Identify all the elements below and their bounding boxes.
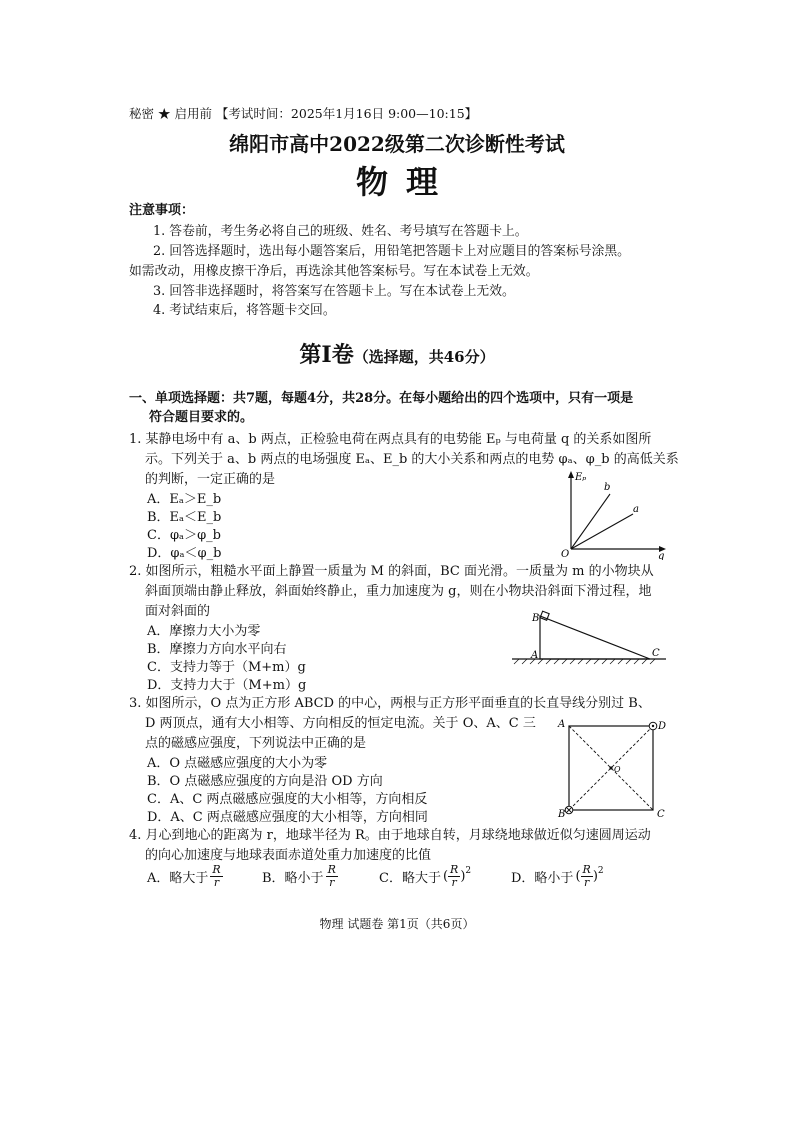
notice-item-2: 2. 回答选择题时，选出每小题答案后，用铅笔把答题卡上对应题目的答案标号涂黑。 [153, 244, 630, 259]
q4-option-c-exponent: 2 [465, 866, 472, 876]
q2-option-a: A．摩擦力大小为零 [147, 624, 261, 639]
exam-title: 绵阳市高中2022级第二次诊断性考试 [229, 132, 565, 156]
q3-label-c: C [657, 809, 665, 820]
q2-option-c: C．支持力等于（M+m）g [147, 660, 306, 675]
q3-figure-square [555, 716, 667, 822]
q4-option-d-num: R [582, 863, 591, 876]
q4-option-a-text: A．略大于 [147, 871, 209, 886]
q4-stem-line2: 的向心加速度与地球表面赤道处重力加速度的比值 [145, 848, 432, 863]
q4-option-d: D．略小于 ( $\frac{R}{r}$ ) $^2$ [511, 863, 604, 889]
q4-option-d-exponent: 2 [597, 866, 604, 876]
q2-stem-line2: 斜面顶端由静止释放，斜面始终静止，重力加速度为 g，则在小物块沿斜面下滑过程，地 [145, 584, 652, 599]
q4-option-c-num: R [450, 863, 459, 876]
q4-option-a [147, 864, 223, 889]
notice-item-1: 1. 答卷前，考生务必将自己的班级、姓名、考号填写在答题卡上。 [153, 224, 528, 239]
q3-option-b: B．O 点磁感应强度的方向是沿 OD 方向 [147, 774, 383, 789]
q4-option-b-text: B．略小于 [262, 871, 324, 886]
notice-item-4: 4. 考试结束后，将答题卡交回。 [153, 303, 336, 318]
q4-option-c-fraction [448, 864, 460, 889]
q2-label-c: C [652, 648, 660, 659]
q3-stem-line2: D 两顶点，通有大小相等、方向相反的恒定电流。关于 O、A、C 三 [145, 716, 536, 731]
q4-option-d-fraction [581, 864, 593, 889]
q4-option-b-fraction [326, 864, 338, 889]
q3-option-a: A．O 点磁感应强度的大小为零 [147, 756, 328, 771]
q4-option-d-text: D．略小于 [511, 871, 574, 886]
q2-option-b: B．摩擦力方向水平向右 [147, 642, 287, 657]
q1-origin-label: O [561, 549, 570, 560]
q4-option-b [262, 864, 338, 889]
q2-label-a: A [531, 650, 539, 661]
q4-option-b-den: r [329, 876, 335, 889]
volume-heading [0, 338, 794, 369]
section-heading-cont: 符合题目要求的。 [149, 410, 254, 425]
q3-stem-line3: 点的磁感应强度，下列说法中正确的是 [145, 736, 367, 751]
q4-option-d-den: r [584, 876, 590, 889]
q3-option-c: C．A、C 两点磁感应强度的大小相等，方向相反 [147, 792, 428, 807]
q1-figure-graph [555, 468, 670, 560]
q4-stem-line1: 4. 月心到地心的距离为 r，地球半径为 R。由于地球自转，月球绕地球做近似匀速圆周运动 [129, 828, 651, 843]
q3-option-d: D．A、C 两点磁感应强度的大小相等，方向相同 [147, 810, 428, 825]
q1-option-b: B．Eₐ＜E_b [147, 510, 222, 525]
q1-option-a: A．Eₐ＞E_b [147, 492, 222, 507]
q1-axis-x-label: q [658, 551, 665, 560]
q3-stem-line1: 3. 如图所示，O 点为正方形 ABCD 的中心，两根与正方形平面垂直的长直导线分别过 B、 [129, 696, 651, 711]
q2-option-d: D．支持力大于（M+m）g [147, 678, 307, 693]
notice-heading: 注意事项： [129, 203, 195, 218]
q1-stem-line3: 的判断，一定正确的是 [145, 472, 276, 487]
notice-item-3: 3. 回答非选择题时，将答案写在答题卡上。写在本试卷上无效。 [153, 284, 515, 299]
q1-axis-y-label: Eₚ [575, 472, 587, 483]
section-heading: 一、单项选择题：共7题，每题4分，共28分。在每小题给出的四个选项中，只有一项是 [129, 391, 634, 406]
q4-option-a-den: r [213, 876, 220, 889]
q1-stem-line2: 示。下列关于 a、b 两点的电场强度 Eₐ、E_b 的大小关系和两点的电势 φₐ、φ_b 的高低关系 [145, 452, 679, 467]
q2-label-b: B [532, 613, 540, 624]
q4-option-a-num: R [212, 863, 221, 876]
q4-option-a-fraction [210, 864, 222, 889]
q4-option-c: C．略大于 ( $\frac{R}{r}$ ) $^2$ [379, 863, 472, 889]
notice-item-2-cont: 如需改动，用橡皮擦干净后，再选涂其他答案标号。写在本试卷上无效。 [129, 264, 539, 279]
q2-figure-incline [510, 608, 670, 666]
q4-option-c-text: C．略大于 [379, 871, 441, 886]
q4-option-b-num: R [327, 863, 336, 876]
q1-option-c: C．φₐ＞φ_b [147, 528, 221, 543]
subject-title: 物理 [355, 163, 456, 201]
q3-label-a: A [558, 719, 566, 730]
volume-subtitle: （选择题，共46分） [353, 348, 495, 366]
volume-title: 第Ⅰ卷 [299, 342, 354, 368]
q2-stem-line3: 面对斜面的 [145, 604, 211, 619]
q4-option-c-den: r [451, 876, 457, 889]
exam-secret-line: 秘密 ★ 启用前 【考试时间：2025年1月16日 9:00—10:15】 [129, 106, 478, 121]
q3-label-d: D [658, 721, 667, 732]
q3-label-o: O [614, 765, 621, 774]
q2-stem-line1: 2. 如图所示，粗糙水平面上静置一质量为 M 的斜面，BC 面光滑。一质量为 m 的小物块从 [129, 564, 654, 579]
q3-label-b: B [558, 809, 566, 820]
q1-option-d: D．φₐ＜φ_b [147, 546, 222, 561]
q1-stem-line1: 1. 某静电场中有 a、b 两点，正检验电荷在两点具有的电势能 Eₚ 与电荷量 q 的关系如图所 [129, 432, 652, 447]
page-footer: 物理 试题卷 第1页（共6页） [319, 917, 475, 931]
q1-line-a-label: a [633, 504, 639, 515]
q1-line-b-label: b [604, 482, 611, 493]
